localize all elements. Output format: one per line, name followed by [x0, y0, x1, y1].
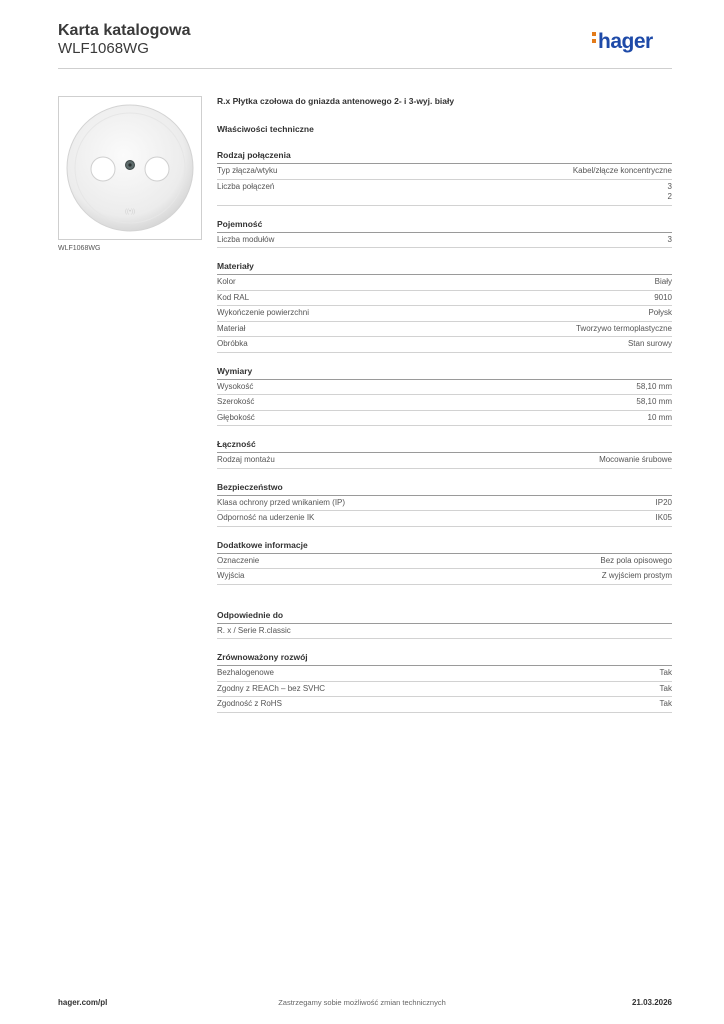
section-heading: Pojemność — [217, 219, 672, 233]
spec-label: Liczba połączeń — [217, 181, 275, 191]
page-title: Karta katalogowa — [58, 22, 191, 39]
spec-label: Liczba modułów — [217, 234, 275, 244]
section-heading: Łączność — [217, 439, 672, 453]
spec-row — [217, 180, 672, 206]
spec-value: Tworzywo termoplastyczne — [575, 323, 672, 333]
spec-label: Wyjścia — [217, 571, 245, 580]
antenna-socket-cover-icon — [63, 101, 197, 235]
spec-row — [217, 233, 672, 249]
spec-label: Obróbka — [217, 339, 248, 348]
spec-label: Kolor — [217, 277, 236, 286]
spec-row — [217, 291, 672, 307]
spec-row — [217, 624, 672, 640]
spec-value: Tak — [659, 683, 672, 693]
spec-row — [217, 453, 672, 469]
spec-row — [217, 554, 672, 570]
spec-row — [217, 496, 672, 512]
spec-row — [217, 395, 672, 411]
spec-row — [217, 337, 672, 353]
spec-row — [217, 666, 672, 682]
spec-label: Rodzaj montażu — [217, 455, 275, 464]
spec-sections — [217, 150, 672, 713]
spec-content — [217, 96, 672, 713]
spec-row — [217, 164, 672, 180]
logo-text: hager — [598, 30, 653, 53]
spec-label: Zgodność z RoHS — [217, 699, 282, 708]
section-heading: Bezpieczeństwo — [217, 482, 672, 496]
tech-heading: Właściwości techniczne — [217, 124, 314, 134]
spec-label: R. x / Serie R.classic — [217, 625, 291, 635]
section-heading: Dodatkowe informacje — [217, 540, 672, 554]
spec-row — [217, 569, 672, 585]
spec-value: Biały — [654, 277, 672, 286]
spec-value: Tak — [659, 668, 672, 677]
svg-text:((•)): ((•)) — [125, 209, 136, 215]
spec-label: Oznaczenie — [217, 555, 260, 565]
spec-value: IK05 — [655, 513, 672, 522]
spec-label: Szerokość — [217, 397, 255, 406]
spec-label: Kod RAL — [217, 292, 250, 302]
spec-label: Wysokość — [217, 381, 254, 391]
spec-value: 58,10 mm — [636, 397, 672, 406]
spec-label: Odporność na uderzenie IK — [217, 513, 315, 522]
spec-value: Mocowanie śrubowe — [599, 455, 672, 464]
spec-row — [217, 322, 672, 338]
spec-value: 3 — [667, 234, 672, 244]
spec-row — [217, 275, 672, 291]
spec-row — [217, 380, 672, 396]
logo-dots-icon — [592, 32, 596, 46]
spec-label: Bezhalogenowe — [217, 668, 274, 677]
section-spacer — [217, 585, 672, 597]
section-heading: Materiały — [217, 261, 672, 275]
spec-value: 9010 — [654, 292, 672, 302]
footer-disclaimer: Zastrzegamy sobie możliwość zmian technicznych — [278, 998, 446, 1007]
section-heading: Odpowiednie do — [217, 610, 672, 624]
spec-value: Z wyjściem prostym — [601, 571, 672, 580]
spec-value: Stan surowy — [627, 339, 672, 348]
spec-row — [217, 697, 672, 713]
spec-row — [217, 682, 672, 698]
hager-logo — [592, 30, 653, 54]
spec-label: Typ złącza/wtyku — [217, 166, 278, 175]
spec-value: Tak — [659, 699, 672, 708]
product-code: WLF1068WG — [58, 40, 149, 57]
spec-row — [217, 511, 672, 527]
spec-row — [217, 411, 672, 427]
spec-value: 10 mm — [647, 412, 672, 422]
product-photo — [58, 96, 202, 240]
spec-value: Połysk — [648, 308, 672, 317]
footer-date: 21.03.2026 — [631, 998, 672, 1007]
spec-value: 58,10 mm — [636, 381, 672, 391]
spec-value: Kabel/złącze koncentryczne — [572, 166, 672, 175]
spec-label: Wykończenie powierzchni — [217, 308, 309, 317]
spec-label: Głębokość — [217, 412, 255, 422]
spec-label: Klasa ochrony przed wnikaniem (IP) — [217, 497, 346, 507]
spec-value: 3 2 — [667, 181, 672, 201]
spec-value: IP20 — [655, 497, 672, 507]
product-title: R.x Płytka czołowa do gniazda antenowego 2- i 3-wyj. biały — [217, 96, 455, 106]
spec-value: Bez pola opisowego — [600, 555, 672, 565]
footer-website[interactable]: hager.com/pl — [58, 998, 108, 1007]
header-divider — [58, 68, 672, 69]
photo-caption: WLF1068WG — [58, 245, 101, 252]
section-heading: Zrównoważony rozwój — [217, 652, 672, 666]
spec-label: Zgodny z REACh – bez SVHC — [217, 683, 326, 693]
spec-row — [217, 306, 672, 322]
section-heading: Rodzaj połączenia — [217, 150, 672, 164]
section-heading: Wymiary — [217, 366, 672, 380]
spec-label: Materiał — [217, 323, 246, 333]
